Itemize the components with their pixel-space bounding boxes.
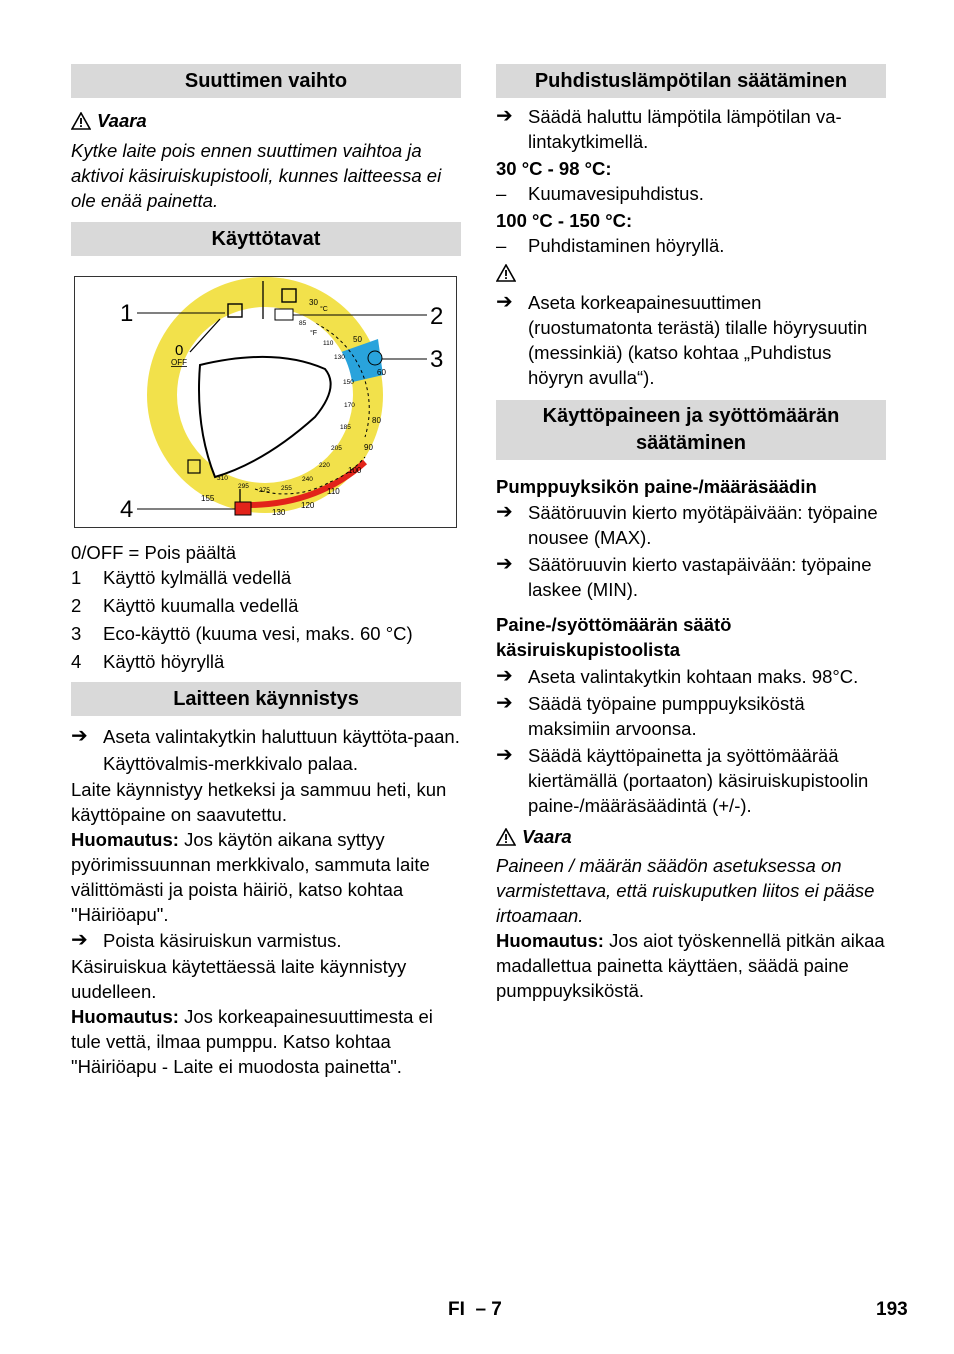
note-label: Huomautus:	[71, 829, 179, 850]
arrow-icon: ➔	[496, 501, 513, 523]
arrow-icon: ➔	[496, 692, 513, 714]
scale-f-170: 170	[344, 402, 355, 409]
step-text: Aseta valintakytkin haluttuun käyttöta-paan.	[103, 726, 460, 747]
legend-number: 2	[71, 595, 82, 616]
language-code: FI	[448, 1299, 465, 1320]
paragraph: Laite käynnistyy hetkeksi ja sammuu heti, kun käyttöpaine on saavutettu.	[71, 779, 447, 825]
left-column	[71, 64, 461, 1079]
step-text: Säädä käyttöpainetta ja syöttömäärää kiertämällä (portaaton) käsiruiskupistoolin paine-/määräsäädintä (+/-).	[528, 745, 869, 816]
step-text: Säädä haluttu lämpötila lämpötilan va-lintakytkimellä.	[528, 106, 842, 152]
scale-c-50: 50	[353, 335, 362, 344]
scale-c-80: 80	[372, 416, 381, 425]
note-text: Jos korkeapainesuuttimesta ei tule vettä, ilmaa pumppu. Katso kohtaa "Häiriöapu - Laite ei muodosta painetta".	[71, 1006, 433, 1077]
section-heading-nozzle: Suuttimen vaihto	[71, 64, 461, 98]
danger-text: Paineen / määrän säädön asetuksessa on varmistettava, että ruiskuputken liitos ei pääse irtoamaan.	[496, 855, 875, 926]
arrow-icon: ➔	[496, 744, 513, 766]
note-text: Jos aiot työskennellä pitkän aikaa madallettua painetta käyttäen, säädä paine pumppuyksiköstä.	[496, 930, 885, 1001]
eco-indicator-icon	[368, 351, 382, 365]
fahrenheit-unit: °F	[310, 330, 318, 337]
arrow-icon: ➔	[496, 291, 513, 313]
instruction-step	[496, 104, 886, 154]
section-heading-start: Laitteen käynnistys	[71, 682, 461, 716]
local-page-number: – 7	[475, 1299, 502, 1320]
arrow-icon: ➔	[71, 929, 88, 951]
scale-c-100: 100	[348, 466, 362, 475]
note-text: Jos käytön aikana syttyy pyörimissuunnan merkkivalo, sammuta laite välittömästi ja poista häiriö, katso kohtaa "Häiriöapu".	[71, 829, 430, 925]
scale-f-220: 220	[319, 462, 330, 469]
legend-item	[71, 593, 461, 618]
instruction-step	[496, 743, 886, 818]
instruction-step	[496, 691, 886, 741]
legend-text: Eco-käyttö (kuuma vesi, maks. 60 °C)	[103, 623, 413, 644]
callout-4: 4	[120, 496, 134, 523]
range-label: 100 °C - 150 °C:	[496, 210, 633, 231]
step-text: Poista käsiruiskun varmistus.	[103, 930, 342, 951]
eco-mode-icon	[275, 309, 293, 320]
step-text: Säätöruuvin kierto myötäpäivään: työpaine nousee (MAX).	[528, 502, 878, 548]
right-column	[496, 64, 886, 1003]
warning-triangle-icon	[496, 828, 516, 846]
legend-item	[71, 565, 461, 590]
callout-3: 3	[430, 346, 444, 373]
scale-f-150: 150	[343, 379, 354, 386]
step-text: Aseta korkeapainesuuttimen (ruostumatonta terästä) tilalle höyrysuutin (messinkiä) (katso kohtaa „Puhdistus höyryn avulla“).	[528, 292, 868, 388]
scale-c-110: 110	[327, 487, 340, 496]
arrow-icon: ➔	[496, 105, 513, 127]
instruction-step	[71, 724, 461, 749]
warning-triangle-icon	[496, 264, 516, 282]
sub-heading: Pumppuyksikön paine-/määräsäädin	[496, 476, 817, 497]
scale-f-85: 85	[299, 320, 307, 327]
arrow-icon: ➔	[496, 553, 513, 575]
legend-item	[71, 649, 461, 674]
scale-f-295: 295	[238, 483, 249, 490]
dash-item: – Kuumavesipuhdistus.	[496, 183, 704, 204]
caution-marker	[496, 263, 886, 285]
danger-notice	[71, 108, 461, 133]
instruction-step	[496, 664, 886, 689]
dash-item: – Puhdistaminen höyryllä.	[496, 235, 725, 256]
scale-f-310: 310	[217, 475, 228, 482]
section-heading-modes: Käyttötavat	[71, 222, 461, 256]
instruction-step	[71, 928, 461, 953]
scale-f-205: 205	[331, 445, 342, 452]
legend-text: Käyttö höyryllä	[103, 651, 225, 672]
scale-c-30: 30	[309, 298, 318, 307]
scale-c-120: 120	[301, 501, 315, 510]
step-text: Aseta valintakytkin kohtaan maks. 98°C.	[528, 666, 859, 687]
scale-f-255: 255	[281, 485, 292, 492]
callout-1: 1	[120, 300, 134, 327]
result-text: Käyttövalmis-merkkivalo palaa.	[103, 753, 358, 774]
page-number: 193	[876, 1299, 908, 1320]
note-label: Huomautus:	[71, 1006, 179, 1027]
danger-notice	[496, 824, 886, 849]
callout-2: 2	[430, 303, 444, 330]
steam-mode-icon	[235, 502, 251, 515]
selector-dial-figure	[74, 276, 457, 528]
instruction-step	[496, 290, 886, 390]
warning-triangle-icon	[71, 112, 91, 130]
scale-c-130: 130	[272, 508, 286, 517]
scale-f-185: 185	[340, 424, 351, 431]
scale-f-240: 240	[302, 476, 313, 483]
range-label: 30 °C - 98 °C:	[496, 158, 612, 179]
arrow-icon: ➔	[71, 725, 88, 747]
section-heading-pressure: Käyttöpaineen ja syöttömäärän säätäminen	[496, 400, 886, 460]
legend-off: 0/OFF = Pois päältä	[71, 542, 237, 563]
danger-label: Vaara	[97, 110, 147, 131]
scale-c-60: 60	[377, 368, 386, 377]
step-text: Säädä työpaine pumppuyksiköstä maksimiin arvoonsa.	[528, 693, 805, 739]
legend-number: 1	[71, 567, 82, 588]
scale-f-275: 275	[259, 487, 270, 494]
legend-item	[71, 621, 461, 646]
note-paragraph	[71, 1004, 461, 1079]
instruction-step	[496, 500, 886, 550]
danger-text: Kytke laite pois ennen suuttimen vaihtoa ja aktivoi käsiruiskupistooli, kunnes laitteessa ei ole enää painetta.	[71, 140, 442, 211]
dash-text: Puhdistaminen höyryllä.	[528, 235, 725, 256]
note-label: Huomautus:	[496, 930, 604, 951]
danger-label: Vaara	[522, 826, 572, 847]
note-paragraph	[71, 827, 461, 927]
footer-language	[448, 1297, 502, 1322]
scale-f-110: 110	[323, 340, 334, 347]
selector-dial-diagram	[75, 277, 456, 527]
scale-f-130: 130	[334, 354, 345, 361]
legend-number: 4	[71, 651, 82, 672]
legend-number: 3	[71, 623, 82, 644]
legend-text: Käyttö kylmällä vedellä	[103, 567, 292, 588]
off-label: OFF	[171, 358, 187, 367]
arrow-icon: ➔	[496, 665, 513, 687]
celsius-unit: °C	[320, 306, 328, 313]
dash-text: Kuumavesipuhdistus.	[528, 183, 704, 204]
instruction-step	[496, 552, 886, 602]
off-zero-label: 0	[175, 342, 184, 359]
legend-text: Käyttö kuumalla vedellä	[103, 595, 299, 616]
scale-c-155: 155	[201, 494, 215, 503]
scale-c-90: 90	[364, 443, 373, 452]
section-heading-temperature: Puhdistuslämpötilan säätäminen	[496, 64, 886, 98]
sub-heading: Paine-/syöttömäärän säätö käsiruiskupistoolista	[496, 614, 732, 660]
paragraph: Käsiruiskua käytettäessä laite käynnistyy uudelleen.	[71, 956, 407, 1002]
step-text: Säätöruuvin kierto vastapäivään: työpaine laskee (MIN).	[528, 554, 872, 600]
note-paragraph	[496, 928, 886, 1003]
